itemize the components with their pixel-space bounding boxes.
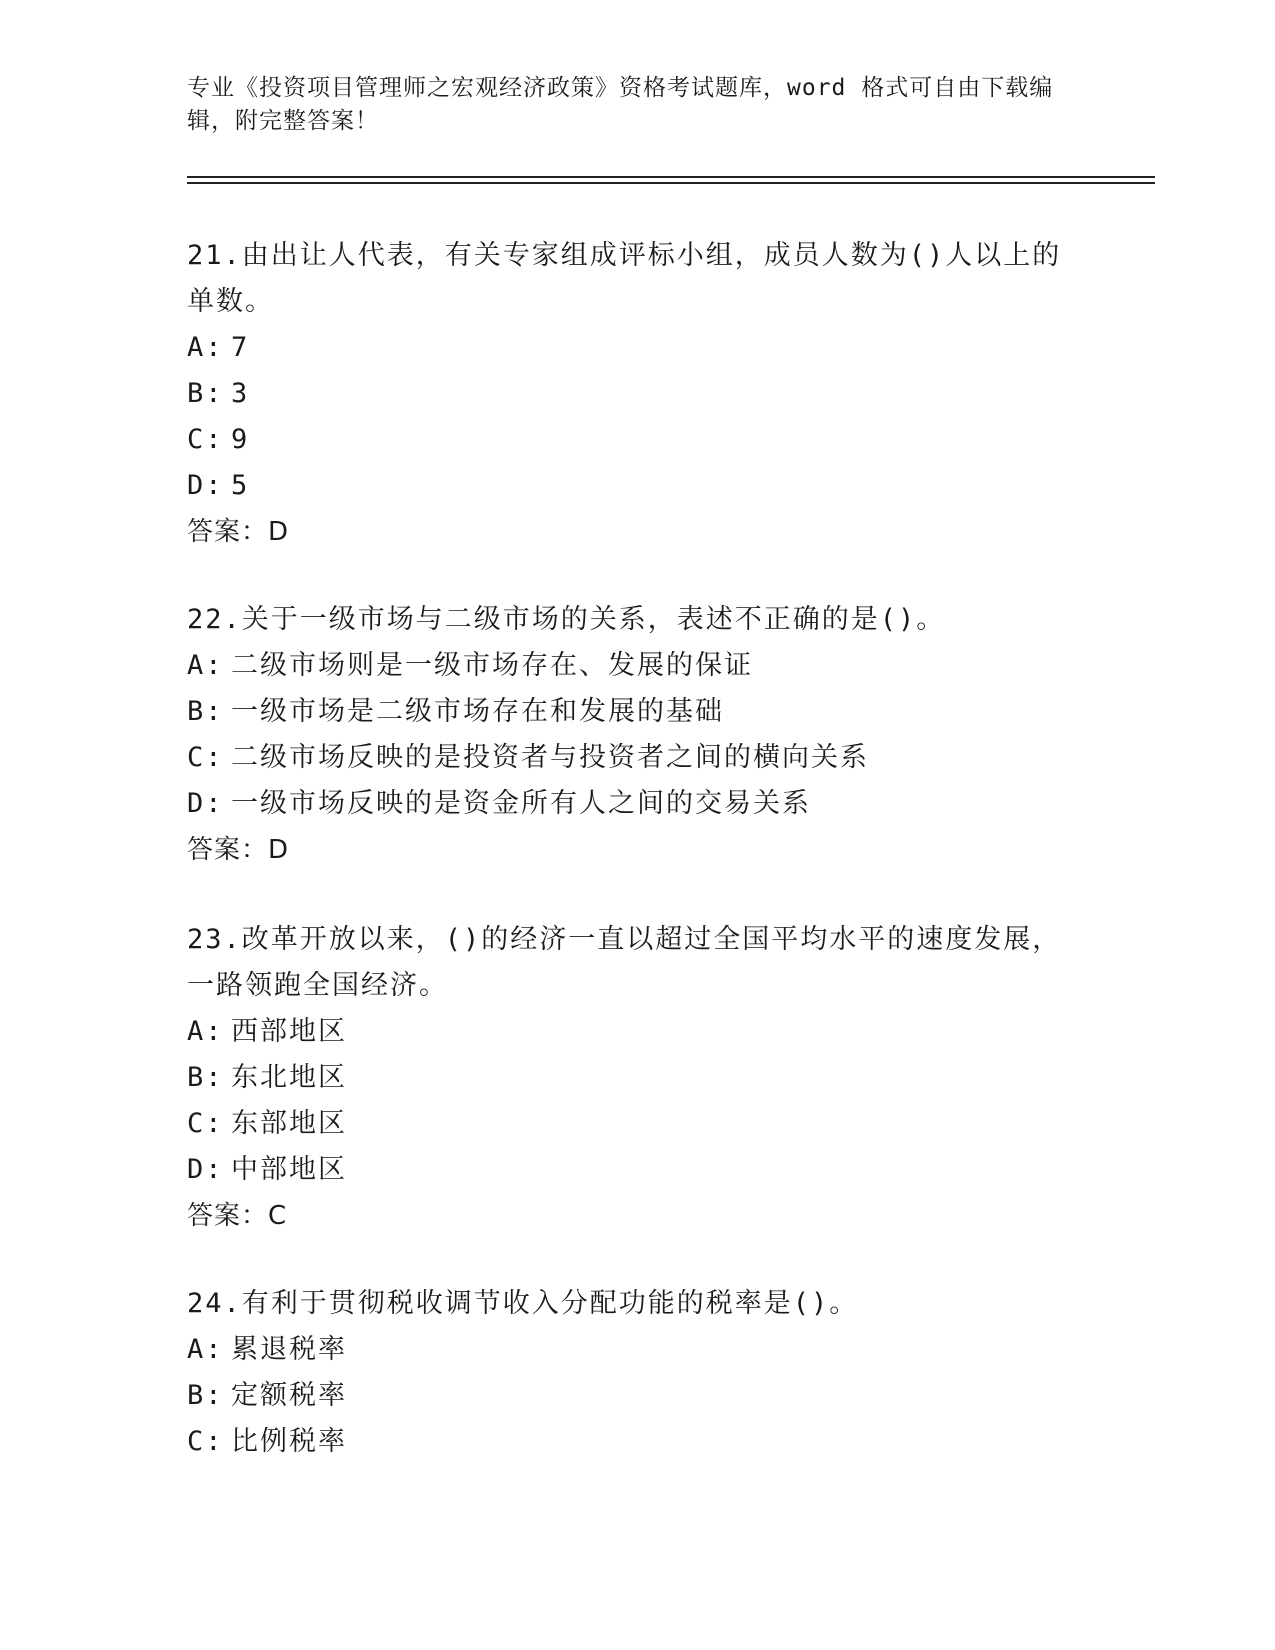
option-text: 一级市场反映的是资金所有人之间的交易关系 — [231, 788, 811, 819]
option-b — [187, 1055, 1077, 1101]
header-divider-bottom — [187, 182, 1155, 184]
option-b — [187, 371, 1077, 417]
option-text: 累退税率 — [231, 1334, 347, 1365]
option-c — [187, 1101, 1077, 1147]
option-d — [187, 463, 1077, 509]
option-b — [187, 1373, 1077, 1419]
header-divider-top — [187, 176, 1155, 178]
option-b — [187, 689, 1077, 735]
option-letter: B: — [187, 696, 224, 727]
option-text: 一级市场是二级市场存在和发展的基础 — [231, 696, 724, 727]
option-text: 中部地区 — [231, 1154, 347, 1185]
option-letter: B: — [187, 1380, 224, 1411]
option-a — [187, 643, 1077, 689]
option-letter: C: — [187, 742, 224, 773]
option-letter: A: — [187, 1016, 224, 1047]
option-d — [187, 781, 1077, 827]
option-letter: C: — [187, 424, 224, 455]
answer-line: 答案：D — [187, 517, 290, 547]
option-letter: D: — [187, 1154, 224, 1185]
option-text: 二级市场反映的是投资者与投资者之间的横向关系 — [231, 742, 869, 773]
question-stem: 24.有利于贯彻税收调节收入分配功能的税率是()。 — [187, 1288, 859, 1319]
option-text: 9 — [231, 424, 250, 455]
option-letter: A: — [187, 332, 224, 363]
question-23 — [187, 917, 1077, 1239]
option-text: 3 — [231, 378, 250, 409]
option-c — [187, 1419, 1077, 1465]
question-24 — [187, 1281, 1077, 1465]
option-c — [187, 417, 1077, 463]
question-stem: 23.改革开放以来，()的经济一直以超过全国平均水平的速度发展，一路领跑全国经济。 — [187, 924, 1062, 1001]
option-text: 定额税率 — [231, 1380, 347, 1411]
option-letter: A: — [187, 650, 224, 681]
answer-line: 答案：D — [187, 835, 290, 865]
option-a — [187, 325, 1077, 371]
option-text: 比例税率 — [231, 1426, 347, 1457]
question-21 — [187, 233, 1077, 555]
question-22 — [187, 597, 1077, 873]
answer-line: 答案：C — [187, 1201, 288, 1231]
option-text: 东北地区 — [231, 1062, 347, 1093]
option-letter: B: — [187, 1062, 224, 1093]
option-text: 二级市场则是一级市场存在、发展的保证 — [231, 650, 753, 681]
option-text: 东部地区 — [231, 1108, 347, 1139]
option-c — [187, 735, 1077, 781]
option-letter: A: — [187, 1334, 224, 1365]
option-letter: C: — [187, 1426, 224, 1457]
option-d — [187, 1147, 1077, 1193]
option-letter: D: — [187, 788, 224, 819]
option-text: 5 — [231, 470, 250, 501]
document-header: 专业《投资项目管理师之宏观经济政策》资格考试题库，word 格式可自由下载编辑，附完整答案！ — [187, 75, 1054, 134]
option-text: 7 — [231, 332, 250, 363]
option-letter: D: — [187, 470, 224, 501]
option-letter: B: — [187, 378, 224, 409]
option-a — [187, 1327, 1077, 1373]
option-letter: C: — [187, 1108, 224, 1139]
option-a — [187, 1009, 1077, 1055]
question-stem: 21.由出让人代表，有关专家组成评标小组，成员人数为()人以上的单数。 — [187, 240, 1062, 317]
question-stem: 22.关于一级市场与二级市场的关系，表述不正确的是()。 — [187, 604, 946, 635]
option-text: 西部地区 — [231, 1016, 347, 1047]
